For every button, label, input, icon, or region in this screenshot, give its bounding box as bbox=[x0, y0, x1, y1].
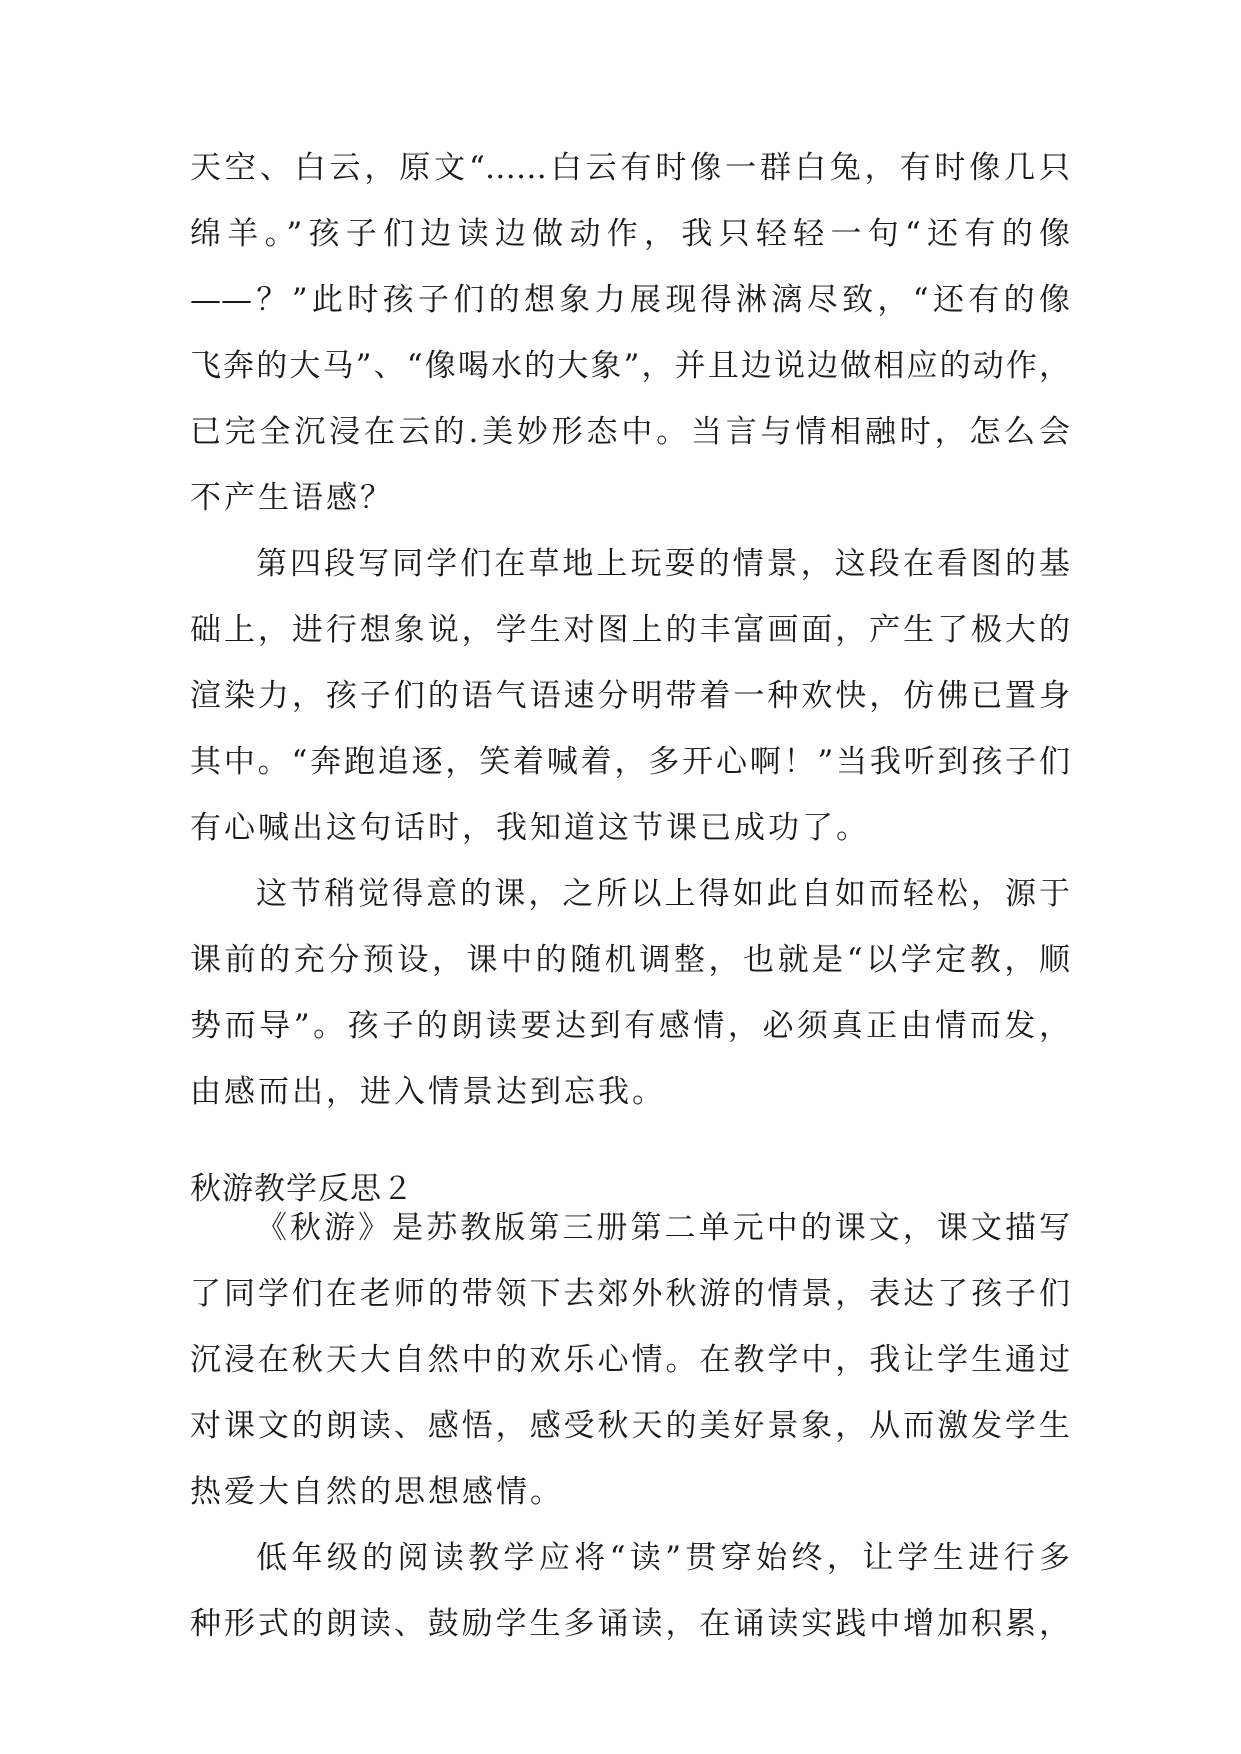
section-heading: 秋游教学反思２ bbox=[190, 1171, 414, 1207]
paragraph-line: 不产生语感？ bbox=[190, 480, 394, 516]
paragraph-line: 天空、白云，原文“……白云有时像一群白兔，有时像几只 bbox=[190, 150, 1070, 186]
paragraph-line: 渲染力，孩子们的语气语速分明带着一种欢快，仿佛已置身 bbox=[190, 678, 1070, 714]
paragraph-line: 种形式的朗读、鼓励学生多诵读，在诵读实践中增加积累， bbox=[190, 1606, 1070, 1642]
paragraph-line: 这节稍觉得意的课，之所以上得如此自如而轻松，源于 bbox=[256, 876, 1070, 912]
paragraph-line: ——？”此时孩子们的想象力展现得淋漓尽致，“还有的像 bbox=[190, 282, 1070, 318]
paragraph-line: 势而导”。孩子的朗读要达到有感情，必须真正由情而发， bbox=[190, 1008, 1070, 1044]
paragraph-line: 由感而出，进入情景达到忘我。 bbox=[190, 1074, 666, 1110]
paragraph-line: 础上，进行想象说，学生对图上的丰富画面，产生了极大的 bbox=[190, 612, 1070, 648]
paragraph-line: 沉浸在秋天大自然中的欢乐心情。在教学中，我让学生通过 bbox=[190, 1342, 1070, 1378]
paragraph-line: 对课文的朗读、感悟，感受秋天的美好景象，从而激发学生 bbox=[190, 1408, 1070, 1444]
paragraph-line: 其中。“奔跑追逐，笑着喊着，多开心啊！”当我听到孩子们 bbox=[190, 744, 1070, 780]
paragraph-line: 低年级的阅读教学应将“读”贯穿始终，让学生进行多 bbox=[256, 1540, 1070, 1576]
paragraph-line: 了同学们在老师的带领下去郊外秋游的情景，表达了孩子们 bbox=[190, 1276, 1070, 1312]
paragraph-line: 第四段写同学们在草地上玩耍的情景，这段在看图的基 bbox=[256, 546, 1070, 582]
paragraph-line: 已完全沉浸在云的.美妙形态中。当言与情相融时，怎么会 bbox=[190, 414, 1070, 450]
paragraph-line: 绵羊。”孩子们边读边做动作，我只轻轻一句“还有的像 bbox=[190, 216, 1070, 252]
paragraph-line: 热爱大自然的思想感情。 bbox=[190, 1474, 564, 1510]
paragraph-line: 《秋游》是苏教版第三册第二单元中的课文，课文描写 bbox=[256, 1210, 1070, 1246]
paragraph-line: 课前的充分预设，课中的随机调整，也就是“以学定教，顺 bbox=[190, 942, 1070, 978]
paragraph-line: 有心喊出这句话时，我知道这节课已成功了。 bbox=[190, 810, 870, 846]
paragraph-line: 飞奔的大马”、“像喝水的大象”，并且边说边做相应的动作， bbox=[190, 348, 1070, 384]
